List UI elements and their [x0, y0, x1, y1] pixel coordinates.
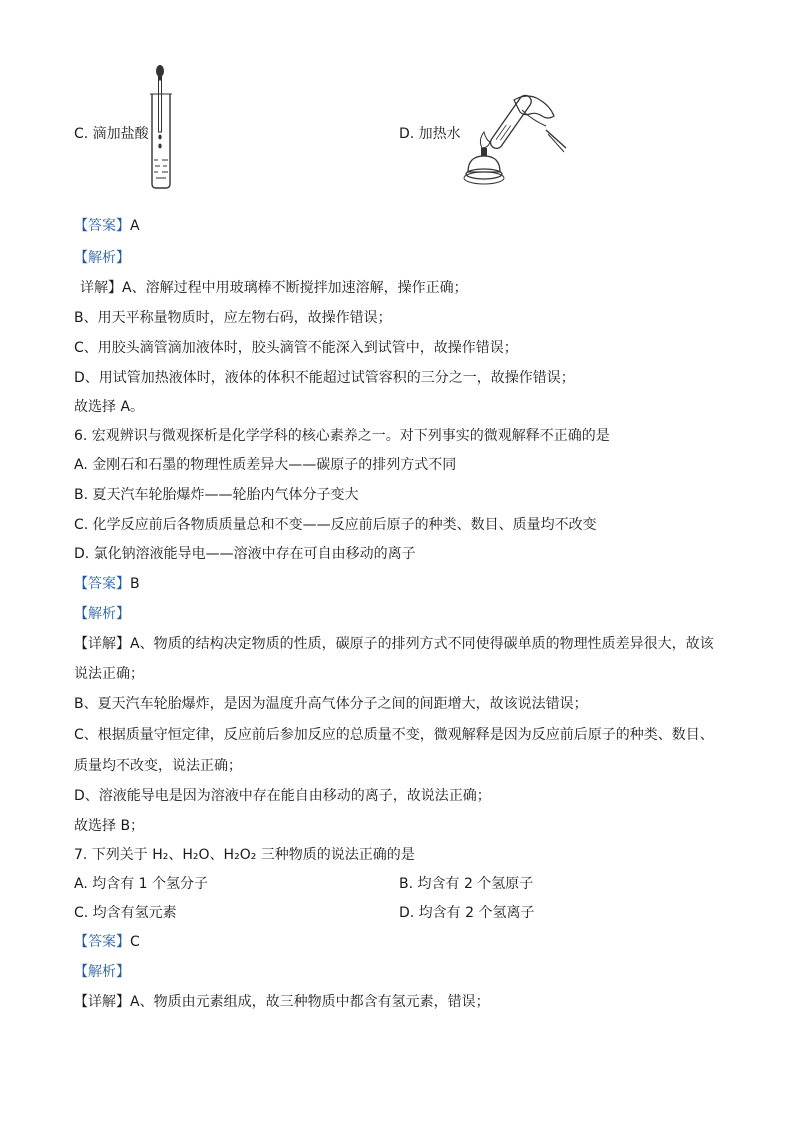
q6-option-d: D. 氯化钠溶液能导电——溶液中存在可自由移动的离子	[74, 546, 416, 562]
answer-value: B	[130, 576, 140, 592]
q7-option-d: D. 均含有 2 个氢离子	[399, 905, 535, 921]
q5-explanation-line: B、用天平称量物质时，应左物右码，故操作错误；	[74, 310, 392, 326]
q6-analysis-tag: 【解析】	[74, 606, 130, 622]
q5-answer	[74, 216, 140, 236]
q6-stem: 6. 宏观辨识与微观探析是化学学科的核心素养之一。对下列事实的微观解释不正确的是	[74, 428, 610, 444]
q7-analysis-tag: 【解析】	[74, 964, 130, 980]
q5-explanation-line: C、用胶头滴管滴加液体时，胶头滴管不能深入到试管中，故操作错误；	[74, 340, 518, 356]
q7-stem: 7. 下列关于 H₂、H₂O、H₂O₂ 三种物质的说法正确的是	[74, 847, 415, 863]
answer-tag: 【答案】	[74, 218, 130, 234]
q7-option-a: A. 均含有 1 个氢分子	[74, 876, 209, 892]
dropper-into-test-tube-figure	[146, 62, 180, 190]
q7-option-c: C. 均含有氢元素	[74, 905, 177, 921]
q7-explanation-line: 【详解】A、物质由元素组成，故三种物质中都含有氢元素，错误；	[74, 994, 490, 1010]
answer-value: A	[130, 218, 140, 234]
q6-explanation-line: 故选择 B；	[74, 818, 145, 834]
q7-answer	[74, 932, 140, 952]
option-c-label: C. 滴加盐酸	[74, 126, 149, 142]
q6-explanation-line: D、溶液能导电是因为溶液中存在能自由移动的离子，故说法正确；	[74, 788, 491, 804]
q6-option-c: C. 化学反应前后各物质质量总和不变——反应前后原子的种类、数目、质量均不改变	[74, 517, 597, 533]
q6-explanation-line: 质量均不改变，说法正确；	[74, 758, 242, 774]
q5-explanation-line: 详解】A、溶解过程中用玻璃棒不断搅拌加速溶解，操作正确；	[80, 280, 468, 296]
q5-analysis-tag: 【解析】	[74, 250, 130, 266]
q6-option-b: B. 夏天汽车轮胎爆炸——轮胎内气体分子变大	[74, 487, 359, 503]
q6-option-a: A. 金刚石和石墨的物理性质差异大——碳原子的排列方式不同	[74, 457, 457, 473]
answer-tag: 【答案】	[74, 934, 130, 950]
q5-explanation-line: D、用试管加热液体时，液体的体积不能超过试管容积的三分之一，故操作错误；	[74, 370, 575, 386]
option-d-label: D. 加热水	[399, 126, 461, 142]
q5-explanation-line: 故选择 A。	[74, 399, 145, 415]
q6-explanation-line: 说法正确；	[74, 666, 144, 682]
heating-test-tube-figure	[462, 86, 570, 190]
q6-explanation-line: B、夏天汽车轮胎爆炸，是因为温度升高气体分子之间的间距增大，故该说法错误；	[74, 696, 588, 712]
q6-explanation-line: C、根据质量守恒定律，反应前后参加反应的总质量不变，微观解释是因为反应前后原子的种类、数目、	[74, 727, 714, 743]
q6-answer	[74, 574, 140, 594]
answer-tag: 【答案】	[74, 576, 130, 592]
q6-explanation-line: 【详解】A、物质的结构决定物质的性质，碳原子的排列方式不同使得碳单质的物理性质差异很大，故该	[74, 636, 714, 652]
q7-option-b: B. 均含有 2 个氢原子	[399, 876, 534, 892]
answer-value: C	[130, 934, 140, 950]
